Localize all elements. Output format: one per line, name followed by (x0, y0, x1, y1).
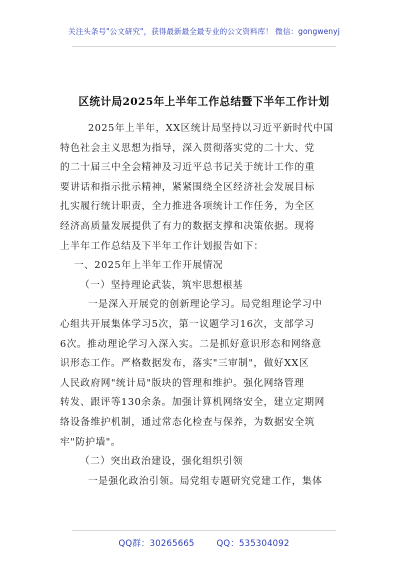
qq-group-text: QQ群：30265665 (118, 539, 195, 549)
intro-line: 2025年上半年，XX区统计局坚持以习近平新时代中国 (88, 123, 334, 134)
paragraph-line: 络设备维护机制，通过常态化检查与保养，为数据安全筑 (60, 416, 315, 428)
paragraph-line: 一是强化政治引领。局党组专题研究党建工作，集体 (88, 475, 323, 487)
paragraph-line: 一是深入开展党的创新理论学习。局党组理论学习中 (88, 299, 323, 311)
document-body (60, 119, 350, 491)
header-divider (72, 46, 336, 47)
paragraph-line: 牢"防护墙"。 (60, 436, 121, 448)
intro-line: 特色社会主义思想为指导，深入贯彻落实党的二十大、党 (60, 142, 315, 154)
paragraph-line: 人民政府网"统计局"版块的管理和维护。强化网络管理 (60, 377, 305, 389)
contact-footer (0, 537, 408, 549)
intro-line: 上半年工作总结及下半年工作计划报告如下： (60, 240, 264, 252)
footer-divider (72, 530, 336, 531)
section-heading: 一、2025年上半年工作开展情况 (74, 260, 224, 272)
promo-header: 关注头条号"公文研究"，获得最新最全最专业的公文资料库！ 微信：gongwenyj (68, 27, 340, 36)
intro-line: 扎实履行统计职责，全力推进各项统计工作任务，为全区 (60, 201, 315, 213)
intro-line: 的二十届三中全会精神及习近平总书记关于统计工作的重 (60, 162, 315, 174)
intro-line: 经济高质量发展提供了有力的数据支撑和决策依据。现将 (60, 220, 315, 232)
paragraph-line: 识形态工作。严格数据发布，落实"三审制"，做好XX区 (60, 358, 310, 370)
paragraph-line: 转发、跟评等130余条。加强计算机网络安全，建立定期网 (60, 397, 325, 409)
paragraph-line: 心组共开展集体学习5次，第一议题学习16次，支部学习 (60, 318, 315, 330)
subsection-heading: （二）突出政治建设，强化组织引领 (80, 456, 244, 468)
intro-line: 要讲话和指示批示精神，紧紧围绕全区经济社会发展目标 (60, 181, 315, 193)
paragraph-line: 6次。推动理论学习入深入实。二是抓好意识形态和网络意 (60, 338, 322, 350)
document-title: 区统计局2025年上半年工作总结暨下半年工作计划 (78, 96, 330, 108)
subsection-heading: （一）坚持理论武装，筑牢思想根基 (80, 279, 244, 291)
qq-contact-text: QQ：535304092 (216, 539, 290, 549)
